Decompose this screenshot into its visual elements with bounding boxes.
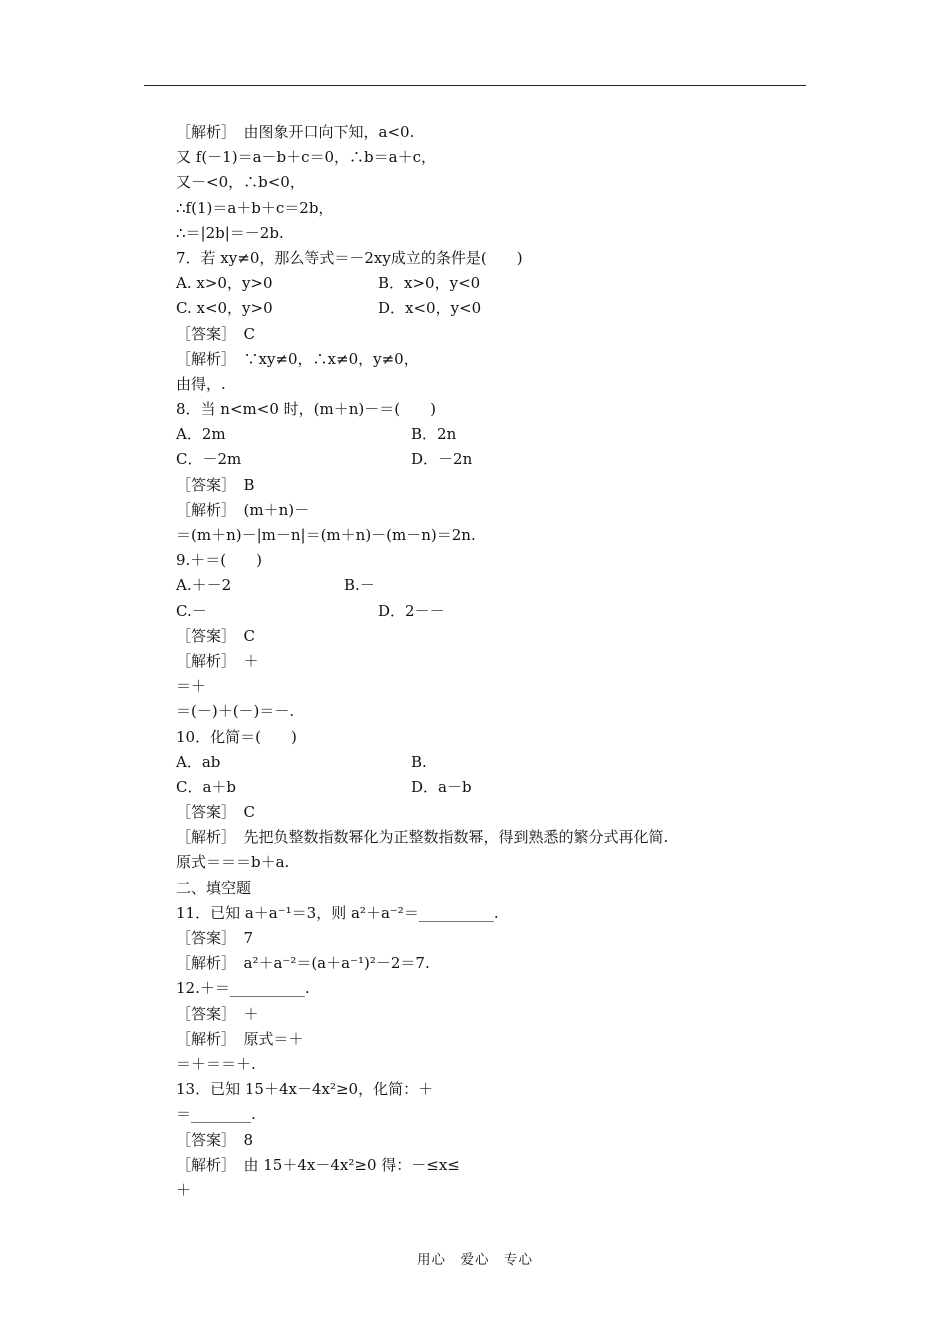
text-line [176, 1102, 816, 1127]
text-line [176, 674, 816, 699]
line-text: A. x>0，y>0 [176, 274, 273, 293]
text-line [176, 372, 816, 397]
line-text: ［答案］ ＋ [176, 1004, 259, 1023]
text-line [176, 1128, 816, 1153]
text-line [176, 246, 816, 271]
text-line [176, 271, 816, 296]
page-footer: 用心 爱心 专心 [417, 1252, 533, 1268]
line-text: ［答案］ 8 [176, 1130, 254, 1149]
text-line [176, 876, 816, 901]
line-text: 7．若 xy≠0，那么等式＝－2xy成立的条件是( ) [176, 248, 523, 267]
line-text: 13．已知 15＋4x－4x²≥0，化简：＋ [176, 1080, 434, 1099]
line-text: ［解析］ ∵xy≠0，∴x≠0，y≠0， [176, 349, 419, 368]
document-body [176, 120, 816, 1203]
text-line [176, 170, 816, 195]
line-text: ［解析］ 先把负整数指数幂化为正整数指数幂，得到熟悉的繁分式再化简. [176, 828, 669, 847]
text-line [176, 750, 816, 775]
text-line [176, 1027, 816, 1052]
line-text: 由得，. [176, 374, 226, 393]
text-line [176, 221, 816, 246]
line-text: A．2m [176, 425, 226, 444]
option-text: D．2－－ [378, 601, 445, 620]
text-line [176, 145, 816, 170]
text-line [176, 599, 816, 624]
text-line [176, 322, 816, 347]
text-line [176, 1153, 816, 1178]
text-line [176, 1002, 816, 1027]
text-line [176, 624, 816, 649]
line-text: ［答案］ C [176, 324, 255, 343]
option-text: B. [411, 752, 427, 771]
line-text: A．ab [176, 752, 221, 771]
line-text: ∴＝|2b|＝－2b. [176, 223, 284, 242]
line-text: 10．化简＝( ) [176, 727, 297, 746]
text-line [176, 548, 816, 573]
text-line [176, 573, 816, 598]
text-line [176, 901, 816, 926]
line-text: ＝________. [176, 1105, 256, 1124]
text-line [176, 699, 816, 724]
option-text: D．x<0，y<0 [378, 299, 482, 318]
line-text: ［解析］ 原式＝＋ [176, 1029, 304, 1048]
line-text: 又 f(－1)＝a－b＋c＝0，∴b＝a＋c， [176, 148, 437, 167]
text-line [176, 296, 816, 321]
option-text: B．x>0，y<0 [378, 274, 481, 293]
option-text: D．－2n [411, 450, 473, 469]
line-text: ［解析］ (m＋n)－ [176, 500, 310, 519]
line-text: ［解析］ 由 15＋4x－4x²≥0 得：－≤x≤ [176, 1155, 460, 1174]
text-line [176, 649, 816, 674]
line-text: ＋ [176, 1180, 192, 1199]
line-text: ［答案］ B [176, 475, 255, 494]
line-text: ［解析］ 由图象开口向下知，a<0. [176, 123, 415, 141]
text-line [176, 447, 816, 472]
text-line [176, 397, 816, 422]
line-text: 9.＋＝( ) [176, 551, 263, 570]
line-text: C. x<0，y>0 [176, 299, 273, 318]
line-text: ∴f(1)＝a＋b＋c＝2b， [176, 198, 334, 217]
line-text: A.＋－2 [176, 576, 232, 595]
text-line [176, 196, 816, 221]
line-text: 8．当 n<m<0 时，(m＋n)－＝( ) [176, 400, 436, 419]
text-line [176, 473, 816, 498]
text-line [176, 120, 816, 145]
text-line [176, 850, 816, 875]
line-text: C．a＋b [176, 777, 237, 796]
line-text: 原式＝＝＝b＋a. [176, 853, 290, 872]
text-line [176, 498, 816, 523]
line-text: 二、填空题 [176, 878, 252, 897]
header-rule [144, 85, 806, 86]
option-text: B．2n [411, 425, 457, 444]
line-text: ［答案］ 7 [176, 929, 254, 947]
text-line [176, 725, 816, 750]
text-line [176, 1178, 816, 1203]
text-line [176, 422, 816, 447]
line-text: ＝＋ [176, 677, 207, 696]
line-text: 11．已知 a＋a⁻¹＝3，则 a²＋a⁻²＝__________. [176, 903, 499, 922]
line-text: ［解析］ a²＋a⁻²＝(a＋a⁻¹)²－2＝7. [176, 954, 430, 973]
line-text: ［答案］ C [176, 626, 255, 645]
line-text: ［解析］ ＋ [176, 651, 259, 670]
line-text: 12.＋＝__________. [176, 979, 310, 998]
line-text: ［答案］ C [176, 803, 255, 822]
text-line [176, 800, 816, 825]
text-line [176, 775, 816, 800]
line-text: ＝＋＝＝＋. [176, 1054, 256, 1073]
text-line [176, 347, 816, 372]
line-text: ＝(m＋n)－|m－n|＝(m＋n)－(m－n)＝2n. [176, 526, 476, 544]
line-text: 又－<0，∴b<0， [176, 173, 305, 192]
text-line [176, 926, 816, 951]
text-line [176, 951, 816, 976]
line-text: C.－ [176, 601, 207, 620]
option-text: B.－ [344, 576, 375, 595]
text-line [176, 825, 816, 850]
text-line [176, 976, 816, 1001]
text-line [176, 523, 816, 548]
text-line [176, 1077, 816, 1102]
line-text: ＝(－)＋(－)＝－. [176, 702, 295, 721]
option-text: D．a－b [411, 777, 472, 796]
line-text: C．－2m [176, 450, 242, 469]
text-line [176, 1052, 816, 1077]
